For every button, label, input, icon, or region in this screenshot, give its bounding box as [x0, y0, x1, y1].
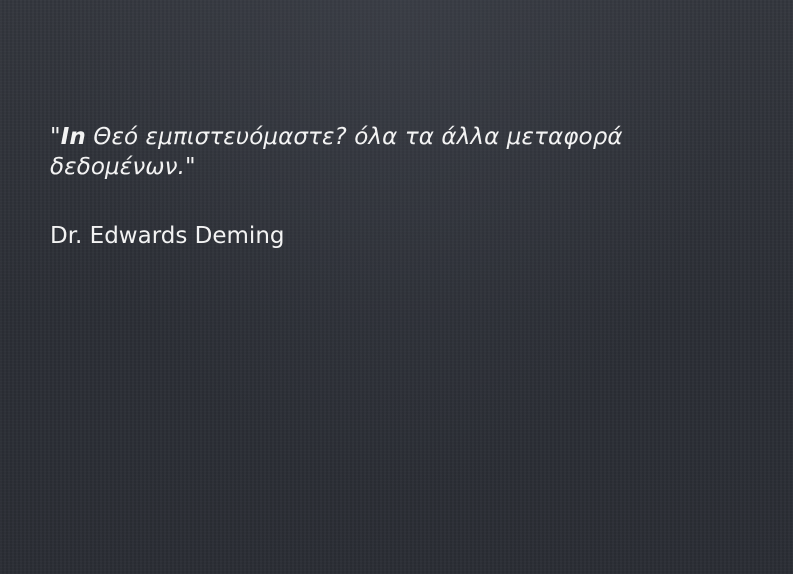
- quote-close-mark: ": [184, 154, 196, 180]
- quote-open-mark: ": [50, 124, 61, 150]
- quote-body: Θεό εμπιστευόμαστε? όλα τα άλλα μεταφορά δεδομένων.: [50, 124, 623, 180]
- quote-lead-word: In: [60, 124, 86, 150]
- quote-text: [50, 122, 750, 182]
- quote-author: Dr. Edwards Deming: [50, 223, 285, 249]
